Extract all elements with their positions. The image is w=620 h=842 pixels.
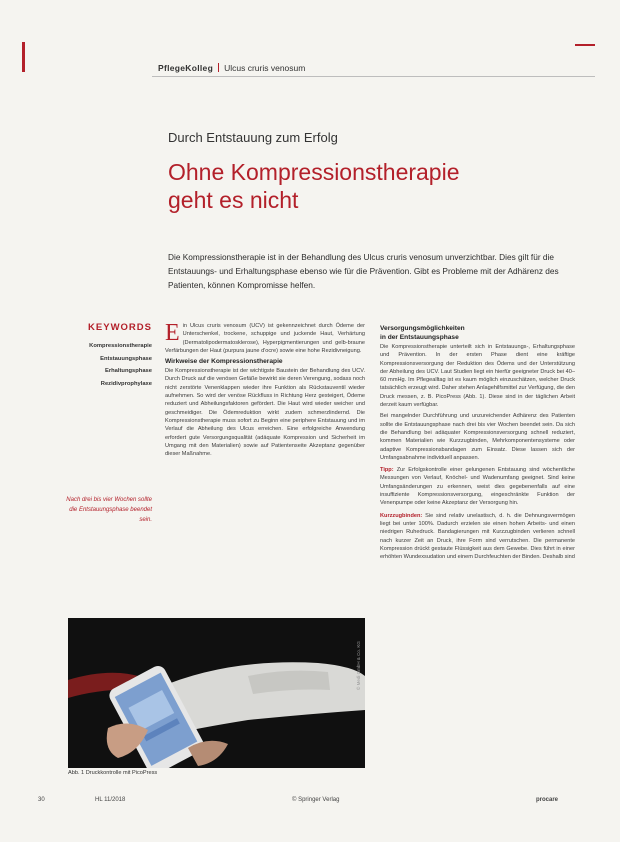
title-line-2: geht es nicht [168,187,299,213]
photo-illustration [68,618,365,768]
side-note: Nach drei bis vier Wochen sollte die Entstauungsphase beendet sein. [66,497,152,523]
tip-label: Tipp: [380,467,394,474]
page-title [168,158,588,214]
section-heading: Wirkweise der Kompressionstherapie [165,358,283,366]
accent-bar [22,42,25,72]
section-heading: Versorgungsmöglichkeiten [380,325,465,332]
keyword-item: Rezidivprophylaxe [100,380,152,387]
column-2 [380,322,575,561]
figure-photo [68,618,365,768]
short-stretch-paragraph [380,512,575,562]
section-text: Die Kompressionstherapie ist der wichtigste Baustein der Behandlung des UCV. Durch Druck auf die venösen Gefäße bewirkt sie deren Verengung, sodass noch nicht zerstörte Venenklappen wieder ihre Funktion als Rückstauventil wieder aufnehmen. So wird der venöse Rückfluss in Richtung Herz gesteigert, Ödeme reduziert und Abheilungsfaktoren gefördert. Die Haut wird wieder weicher und geschmeidiger. Die Ödemreduktion wirkt zudem schmerzlindernd. Die Kompressionstherapie muss sofort zu Beginn eine periphere Entstauung und im Verlauf die Abheilung des Ulcus erreichen. Eine erfolgreiche Anwendung erfordert gute Versorgungsqualität (adäquate Kompression und Sicherheit im Umgang mit den Materialien) sowie auf Patientenseite Akzeptanz gegenüber dieser Maßnahme. [165,368,365,458]
column-1 [165,322,365,458]
keyword-item: Kompressionstherapie [89,343,152,349]
header-rule [152,76,595,77]
drop-cap: E [165,320,180,346]
issue-info: HL 11/2018 [95,797,126,803]
header-separator [218,63,219,72]
tip-text: Zur Erfolgskontrolle einer gelungenen Entstauung sind wöchentliche Messungen von Verlauf, Knöchel- und Wadenumfang geeignet. Sind keine Umfangsänderungen zu erkennen, weist dies gegebenenfalls auf eine insuffiziente Kompressionsversorgung, eingeschränkte Funktion der Venenpumpe oder keine Akzeptanz der Versorgung hin. [380,467,575,507]
title-line-1: Ohne Kompressionstherapie [168,159,460,185]
section-topic: Ulcus cruris venosum [224,63,306,73]
keywords-list [46,340,152,390]
section-text: Die Kompressionstherapie unterteilt sich in Entstauungs-, Erhaltungsphase und Prävention. In der ersten Phase dient eine kräftige Kompressionsversorgung der Reduktion des Ödems und der Unterstützung der Abheilung des UCV. Laut Studien liegt ein hierfür geeigneter Druck bei 40–60 mmHg. Im Pflegealltag ist es kaum möglich einzuschätzen, welcher Druck tatsächlich erzeugt wird. Daher stehen Anlagehilfsmittel zur Verfügung, die den Druck messen, z. B. PicoPress (Abb. 1). Diese sind in der täglichen Arbeit derzeit kaum verfügbar. [380,344,575,409]
short-stretch-label: Kurzzugbinden: [380,512,423,519]
keywords-heading: KEYWORDS [88,322,152,333]
journal-name: procare [536,797,559,803]
intro-text: in Ulcus cruris venosum (UCV) ist gekennzeichnet durch Ödeme der Unterschenkel, trockene, schuppige und juckende Haut, Verhärtung (Dermatolipodermatosklerose), Hyperpigmentierungen und gelb-braune Verfärbungen der Haut (purpura jaune d'ocre) sowie eine hohe Rezidivneigung. [165,323,365,354]
section-text: Bei mangelnder Durchführung und unzureichender Adhärenz des Patienten sollte die Entstauungsphase nach drei bis vier Wochen beendet sein. Da sich die Behandlung bei adäquater Kompressionsversorgung schnell reduziert, kommen Materialien wie Kurzzugbinden, Mehrkomponentensysteme oder adaptive Kompressionsbandagen zum Einsatz. Diese lassen sich der Umfangsabnahme individuell anpassen. [380,413,575,461]
section-subheading: in der Entstauungsphase [380,334,459,341]
keyword-item: Entstauungsphase [100,355,152,362]
photo-credit: © Medi GmbH & Co. KG [356,641,361,690]
kicker: Durch Entstauung zum Erfolg [168,130,338,145]
keyword-item: Erhaltungsphase [104,368,152,374]
section-brand: PflegeKolleg [158,63,214,73]
running-header [158,63,305,73]
corner-accent [575,44,595,46]
figure-caption: Abb. 1 Druckkontrolle mit PicoPress [68,770,158,776]
lead-paragraph: Die Kompressionstherapie ist in der Behandlung des Ulcus cruris venosum unverzichtbar. Dies gilt für die Entstauungs- und Erhaltungsphase ebenso wie für die Prävention. Gibt es Probleme mit der Adhärenz des Patienten, können Kompromisse helfen. [168,252,559,290]
tip-paragraph [380,466,575,507]
short-stretch-text: Sie sind relativ unelastisch, d. h. die Dehnungsvermögen liegt bei unter 100%. Dadurch erzielen sie einen hohen Arbeits- und einen niedrigen Ruhedruck. Bandagierungen mit Kurzzugbinden verlieren schnell nach kurzer Zeit an Druck, ihre Form sind verrutschen. Die permanente Kompression drückt gestaute Flüssigkeit aus dem Gewebe. Dies führt in einer erhöhten Wundexsudation und einem Durchfeuchten der Binden. Deshalb sind [380,512,575,561]
page-number: 30 [38,797,45,803]
publisher: © Springer Verlag [292,797,340,803]
